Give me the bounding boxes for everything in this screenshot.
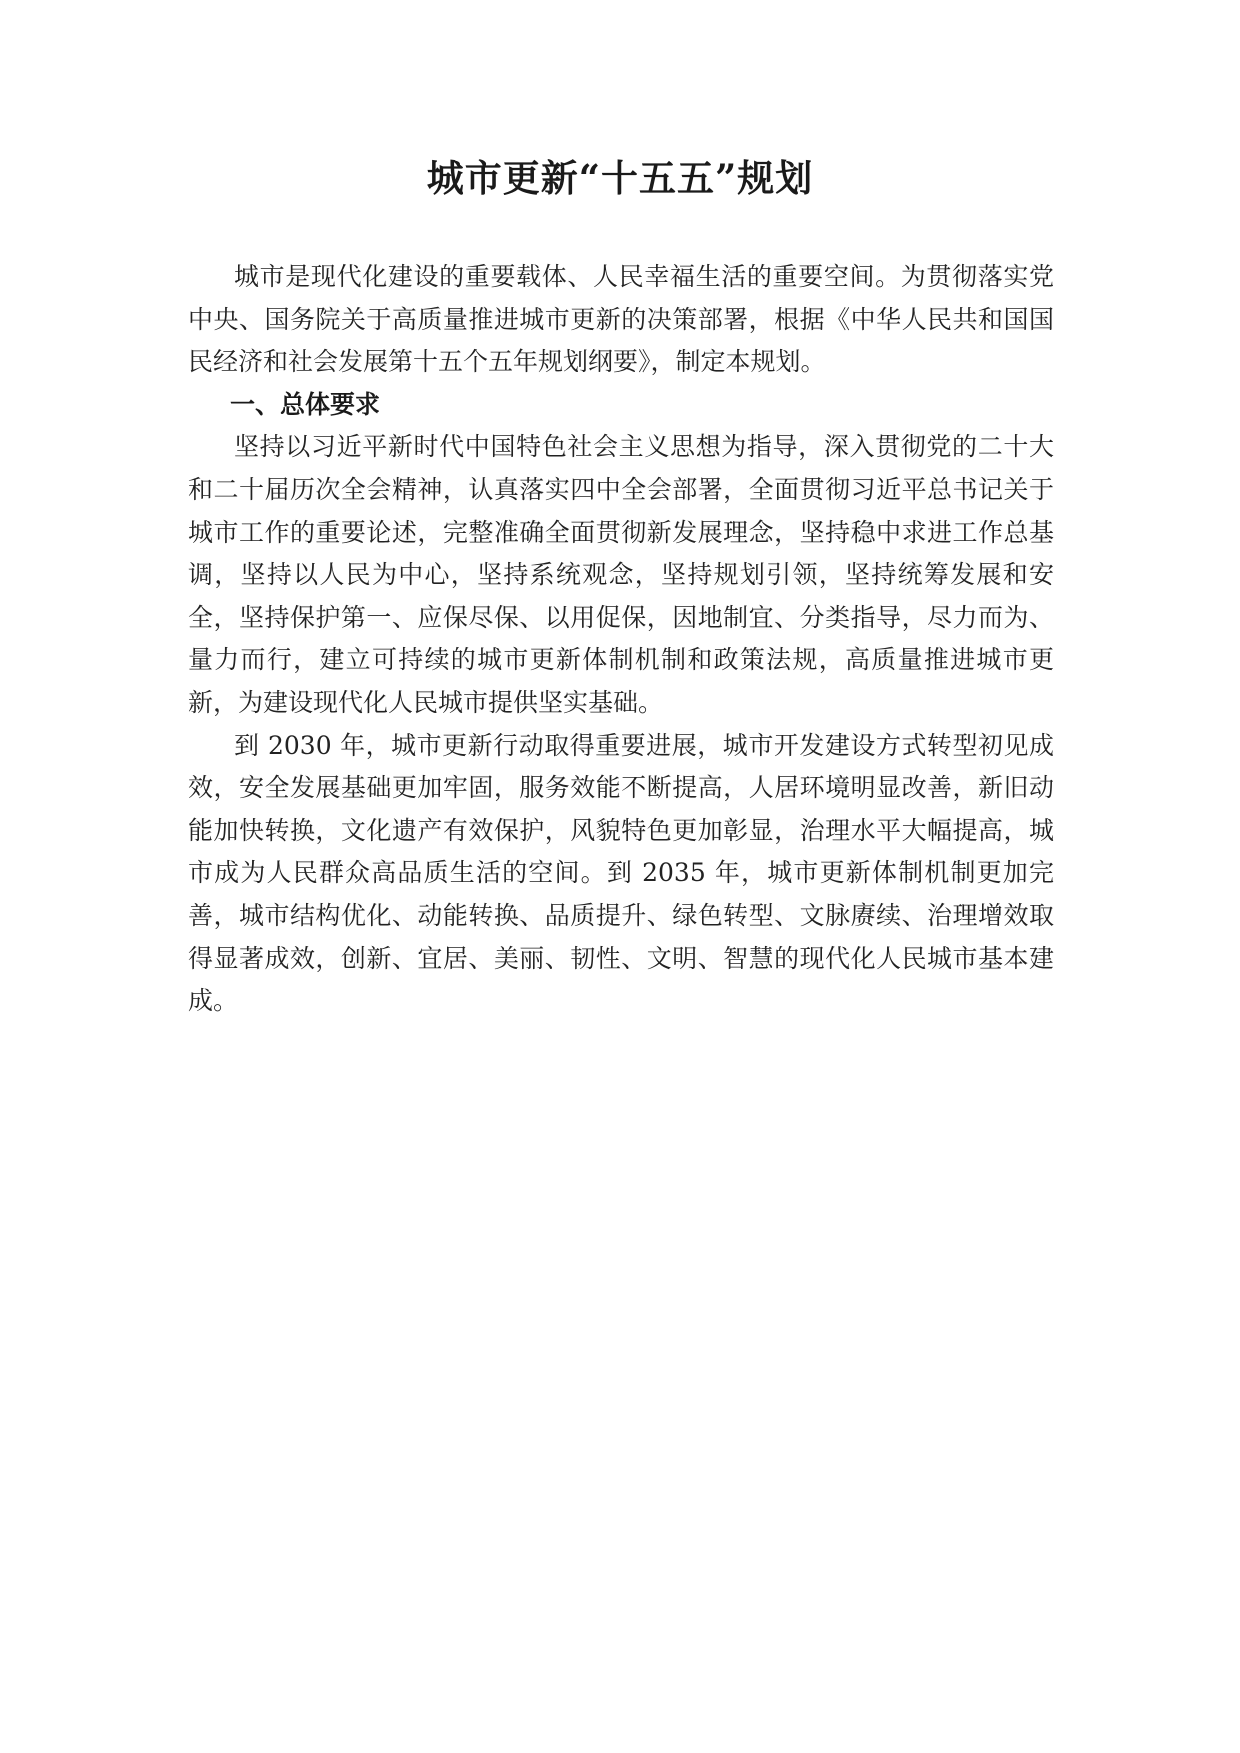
intro-paragraph: 城市是现代化建设的重要载体、人民幸福生活的重要空间。为贯彻落实党中央、国务院关于高质量推进城市更新的决策部署，根据《中华人民共和国国民经济和社会发展第十五个五年规划纲要》，制定本规划。 bbox=[188, 262, 1054, 377]
document-body bbox=[188, 256, 1054, 1023]
section-paragraph-guiding-principles: 坚持以习近平新时代中国特色社会主义思想为指导，深入贯彻党的二十大和二十届历次全会精神，认真落实四中全会部署，全面贯彻习近平总书记关于城市工作的重要论述，完整准确全面贯彻新发展理念，坚持稳中求进工作总基调，坚持以人民为中心，坚持系统观念，坚持规划引领，坚持统筹发展和安全，坚持保护第一、应保尽保、以用促保，因地制宜、分类指导，尽力而为、量力而行，建立可持续的城市更新体制机制和政策法规，高质量推进城市更新，为建设现代化人民城市提供坚实基础。 bbox=[188, 432, 1054, 717]
document-title: 城市更新“十五五”规划 bbox=[426, 156, 814, 200]
section-paragraph-goals: 到 2030 年，城市更新行动取得重要进展，城市开发建设方式转型初见成效，安全发展基础更加牢固，服务效能不断提高，人居环境明显改善，新旧动能加快转换，文化遗产有效保护，风貌特色更加彰显，治理水平大幅提高，城市成为人民群众高品质生活的空间。到 2035 年，城市更新体制机制更加完善，城市结构优化、动能转换、品质提升、绿色转型、文脉赓续、治理增效取得显著成效，创新、宜居、美丽、韧性、文明、智慧的现代化人民城市基本建成。 bbox=[188, 730, 1054, 1016]
section-heading: 一、总体要求 bbox=[230, 389, 381, 419]
